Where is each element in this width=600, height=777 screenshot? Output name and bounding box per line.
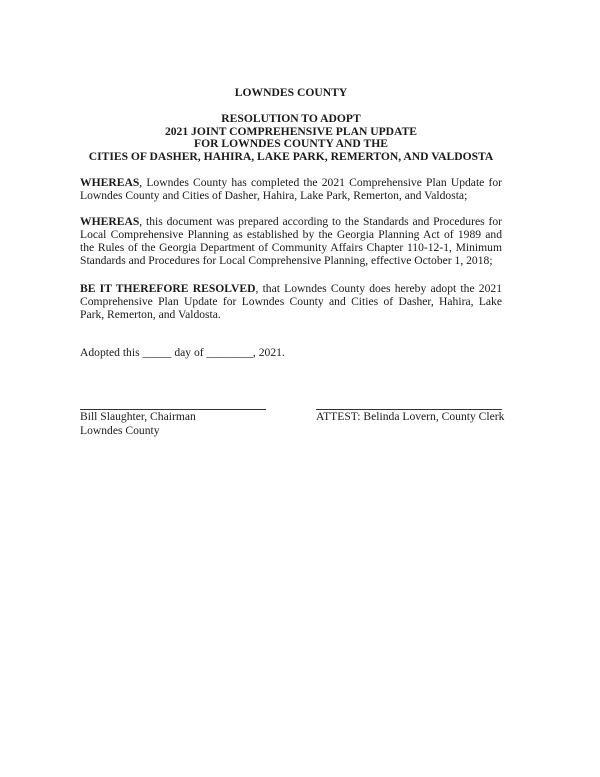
title-line-1: RESOLUTION TO ADOPT	[221, 112, 361, 125]
adoption-date-line: Adopted this _____ day of ________, 2021.	[80, 346, 285, 359]
title-line-4: CITIES OF DASHER, HAHIRA, LAKE PARK, REMERTON, AND VALDOSTA	[88, 149, 494, 163]
resolved-paragraph	[80, 282, 502, 321]
title-line-2: 2021 JOINT COMPREHENSIVE PLAN UPDATE	[164, 124, 418, 138]
organization-heading: LOWNDES COUNTY	[234, 86, 348, 99]
paragraph-text: , this document was prepared according to the Standards and Procedures for Local Comprehensive Planning as established by the Georgia Planning Act of 1989 and the Rules of the Georgia Department of Community Affairs Chapter 110-12-1, Minimum Standards and Procedures for Local Comprehensive Planning, effective October 1, 2018;	[80, 215, 502, 267]
chairman-organization: Lowndes County	[80, 424, 160, 437]
clerk-attest-name: ATTEST: Belinda Lovern, County Clerk	[316, 410, 505, 423]
paragraph-text: , that Lowndes County does hereby adopt the 2021 Comprehensive Plan Update for Lowndes County and Cities of Dasher, Hahira, Lake Park, Remerton, and Valdosta.	[80, 282, 502, 321]
chairman-name: Bill Slaughter, Chairman	[80, 410, 196, 423]
title-line-3: FOR LOWNDES COUNTY AND THE	[194, 137, 388, 150]
paragraph-text: , Lowndes County has completed the 2021 Comprehensive Plan Update for Lowndes County and Cities of Dasher, Hahira, Lake Park, Remerton, and Valdosta;	[80, 176, 502, 202]
resolution-title	[60, 113, 522, 163]
paragraph-lead: BE IT THEREFORE RESOLVED	[80, 282, 256, 295]
whereas-paragraph-2	[80, 215, 502, 267]
whereas-paragraph-1	[80, 176, 502, 202]
paragraph-lead: WHEREAS	[80, 215, 140, 228]
paragraph-lead: WHEREAS	[80, 176, 140, 189]
